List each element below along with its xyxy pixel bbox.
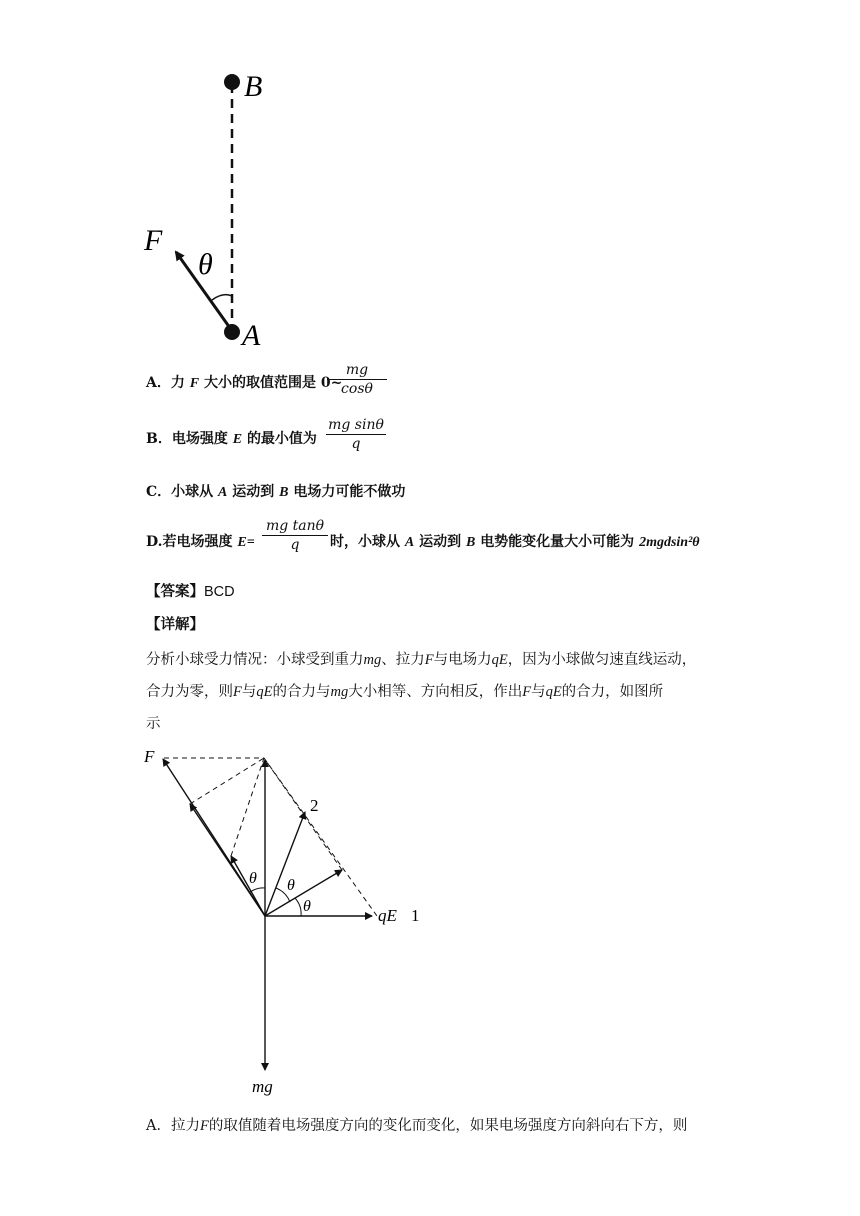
option-b-text: 的最小值为: [246, 431, 317, 447]
explanation-line-3: 示: [146, 716, 161, 732]
angle-arc-bottom: [295, 898, 301, 916]
option-b-prefix: B．电场强度: [146, 431, 228, 447]
figure-force-composition: [140, 740, 440, 1100]
option-d-numerator: mg tanθ: [265, 518, 325, 534]
option-a-denominator: cosθ: [341, 381, 373, 397]
point-a: [224, 324, 240, 340]
option-c: [146, 481, 405, 501]
option-a-numerator: mg: [345, 362, 369, 378]
label-f: F: [144, 224, 163, 257]
option-d-text-3: 电势能变化量大小可能为: [480, 534, 635, 550]
last-line: A．拉力F的取值随着电场强度方向的变化而变化，如果电场强度方向斜向右下方，则: [146, 1118, 688, 1134]
option-c-text: 运动到: [232, 484, 275, 500]
dashed-right: [264, 758, 377, 916]
option-d-text-2: 运动到: [419, 534, 462, 550]
label-theta: θ: [198, 248, 213, 281]
dashed-inner-1: [190, 758, 264, 804]
answer-line: [146, 580, 235, 601]
label-qe: qE: [378, 906, 397, 925]
option-d-var-b: B: [465, 535, 476, 550]
label-theta-left: θ: [249, 870, 257, 887]
option-b-var: E: [232, 432, 243, 447]
label-1: 1: [411, 906, 420, 925]
option-a: [146, 372, 342, 392]
option-c-prefix: C．小球从: [146, 484, 214, 500]
option-a-prefix: A．力: [146, 375, 185, 391]
angle-arc-left: [250, 888, 265, 892]
angle-arc: [212, 295, 232, 300]
option-b-numerator: mg sinθ: [328, 417, 384, 433]
explanation-paragraph: [146, 644, 716, 740]
vector-2: [265, 812, 305, 916]
answer-label: 【答案】: [146, 583, 204, 600]
option-d-var-a: A: [404, 535, 415, 550]
option-d-prefix: D.若电场强度: [146, 534, 233, 550]
option-b-denominator: q: [351, 436, 361, 452]
option-d-expression: 2mgdsin²θ: [639, 535, 700, 550]
label-mg: mg: [252, 1077, 273, 1096]
dashed-inner-2: [231, 758, 264, 856]
option-d-var: E=: [237, 535, 255, 550]
answer-value: BCD: [204, 584, 235, 600]
explanation-line-1: 分析小球受力情况：小球受到重力mg、拉力F与电场力qE，因为小球做匀速直线运动，: [146, 652, 697, 668]
label-b: B: [244, 70, 263, 103]
label-theta-middle: θ: [287, 877, 295, 894]
option-d-text-1: 时，小球从: [330, 534, 400, 550]
explanation-label: 【详解】: [146, 616, 204, 633]
option-c-tail: 电场力可能不做功: [293, 484, 406, 500]
option-b-fraction: [326, 417, 386, 452]
label-2: 2: [310, 796, 319, 815]
option-b: [146, 428, 317, 448]
point-b: [224, 74, 240, 90]
label-a: A: [242, 319, 261, 352]
label-theta-bottom: θ: [303, 898, 311, 915]
vector-f-mid: [190, 804, 265, 916]
option-a-var: F: [189, 376, 200, 391]
option-d-start: [146, 531, 255, 551]
option-d-fraction: [262, 518, 328, 553]
option-a-text: 大小的取值范围是: [203, 375, 316, 391]
option-d-denominator: q: [290, 537, 300, 553]
option-c-var-a: A: [218, 485, 228, 500]
figure-force-diagram: [130, 60, 290, 360]
option-a-range-start: 0~: [320, 375, 343, 391]
option-d-end: [330, 531, 700, 551]
label-f: F: [144, 747, 155, 766]
option-a-fraction: [327, 362, 387, 397]
vector-f-low: [231, 856, 265, 916]
option-c-var-b: B: [279, 485, 289, 500]
explanation-line-2: 合力为零，则F与qE的合力与mg大小相等、方向相反，作出F与qE的合力，如图所: [146, 684, 664, 700]
